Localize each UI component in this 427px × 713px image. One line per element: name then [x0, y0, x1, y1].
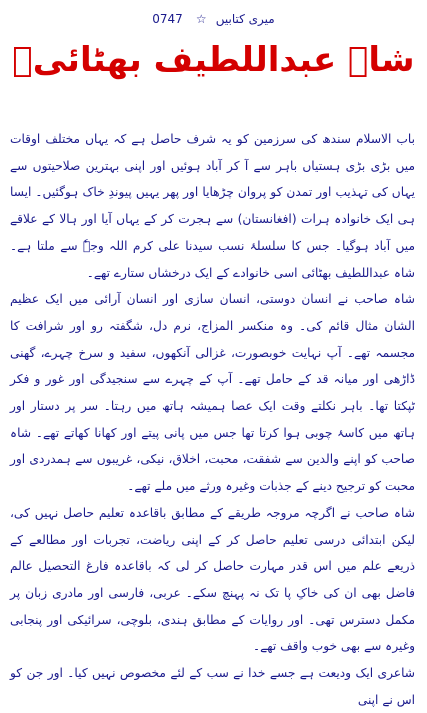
star-icon: ☆: [195, 12, 207, 26]
paragraph: شاعری ایک ودیعت ہے جسے خدا نے سب کے لئے مخصوص نہیں کیا۔ اور جن کو اس نے اپنی: [10, 666, 415, 707]
paragraph: شاہ صاحب نے اگرچہ مروجہ طریقے کے مطابق باقاعدہ تعلیم حاصل نہیں کی، لیکن ابتدائی درسی تعلیم حاصل کر کے اپنی ریاضت، تجربات اور مطالعے کے ذریعے علم میں اس قدر مہارت حاصل کر لی کہ باقاعدہ فارغ التحصیل عالم فاضل بھی ان کی خاکِ پا تک نہ پہنچ سکے۔ عربی، فارسی اور مادری زبان پر مکمل دسترس تھی۔ اور روایات کے مطابق ہندی، بلوچی، سرائیکی اور پنجابی وغیرہ سے بھی خوب واقف تھے۔: [10, 505, 415, 654]
article-title: شاہ عبداللطیف بھٹائیؒ: [12, 40, 415, 80]
series-title: میری کتابیں: [215, 12, 275, 26]
article-body: [10, 126, 415, 713]
paragraph: شاہ صاحب نے انسان دوستی، انسان سازی اور انسان آرائی میں ایک عظیم الشان مثال قائم کی۔ وہ منکسر المزاج، نرم دل، شگفتہ رو اور شرافت کا مجسمہ تھے۔ آپ نہایت خوبصورت، غزالی آنکھوں، سفید و سرخ چہرے، گھنی ڈاڑھی اور میانہ قد کے حامل تھے۔ آپ کے چہرے سے سنجیدگی اور غور و فکر ٹپکتا تھا۔ باہر نکلتے وقت ایک عصا ہمیشہ ہاتھ میں رہتا۔ سر پر دستار اور ہاتھ میں کاسۂ چوبی ہوا کرتا تھا جس میں پانی پیتے اور کھانا کھاتے تھے۔ شاہ صاحب کو اپنے والدین سے شفقت، محبت، اخلاق، نیکی، غریبوں سے ہمدردی اور محبت کو ترجیح دینے کے جذبات وغیرہ ورثے میں ملے تھے۔: [10, 292, 415, 494]
book-number: 0747: [152, 12, 183, 26]
page-header: [0, 8, 427, 26]
paragraph: باب الاسلام سندھ کی سرزمین کو یہ شرف حاصل ہے کہ یہاں مختلف اوقات میں بڑی بڑی ہستیاں باہر سے آ کر آباد ہوئیں اور اپنی بہترین صلاحیتوں سے یہاں کی تہذیب اور تمدن کو پروان چڑھایا اور پھر یہیں پیوندِ خاک ہوگئیں۔ ایسا ہی ایک خانوادہ ہرات (افغانستان) سے ہجرت کر کے یہاں آیا اور ہالا کے علاقے میں آباد ہوگیا۔ جس کا سلسلۂ نسب سیدنا علی کرم اللہ وجہٗ سے ملتا ہے۔ شاہ عبداللطیف بھٹائی اسی خانوادے کے ایک درخشاں ستارے تھے۔: [10, 132, 415, 280]
